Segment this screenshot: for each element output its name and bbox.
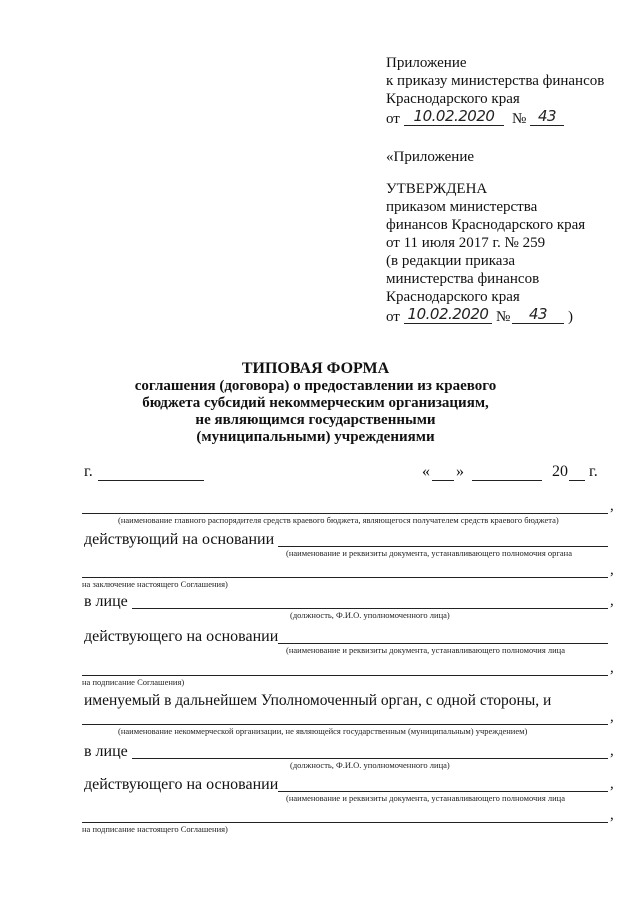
acting-basis-caption-1b: на заключение настоящего Соглашения) (82, 579, 228, 589)
approval-line-2: финансов Краснодарского края (386, 217, 586, 233)
approval-line-6: Краснодарского края (386, 289, 520, 305)
approval-date: 10.02.2020 (404, 305, 492, 324)
approval-ot: от (386, 309, 400, 325)
comma-7: , (610, 776, 614, 792)
appendix-number: 43 (530, 107, 564, 126)
acting-basis-field-3[interactable] (278, 791, 608, 792)
comma-5: , (610, 709, 614, 725)
appendix-label: Приложение (386, 55, 467, 71)
comma-8: , (610, 807, 614, 823)
month-field[interactable] (472, 480, 542, 481)
approved-label: УТВЕРЖДЕНА (386, 181, 488, 197)
acting-basis-field-1[interactable] (278, 546, 608, 547)
year-prefix: 20 (552, 463, 568, 480)
day-field[interactable] (432, 480, 454, 481)
year-suffix: г. (589, 463, 598, 480)
acting-basis-caption-2b: на подписание Соглашения) (82, 677, 185, 687)
form-subtitle-1: соглашения (договора) о предоставлении из краевого (134, 378, 497, 394)
authority-name-field[interactable] (82, 513, 608, 514)
city-prefix: г. (84, 463, 93, 480)
comma-2: , (610, 562, 614, 578)
acting-basis-caption-2: (наименование и реквизиты документа, устанавливающего полномочия лица (286, 645, 565, 655)
acting-basis-field-1b[interactable] (82, 577, 608, 578)
form-subtitle-4: (муниципальными) учреждениями (196, 429, 435, 445)
in-person-field-2[interactable] (132, 758, 608, 759)
in-person-label-2: в лице (84, 743, 128, 760)
acting-basis-caption-1: (наименование и реквизиты документа, устанавливающего полномочия органа (286, 548, 572, 558)
appendix-ot: от (386, 111, 400, 127)
acting-basis-field-2b[interactable] (82, 675, 608, 676)
acting-basis-field-3b[interactable] (82, 822, 608, 823)
appendix-date: 10.02.2020 (404, 107, 504, 126)
appendix-order-line: к приказу министерства финансов (386, 73, 605, 89)
comma-1: , (610, 498, 614, 514)
form-subtitle-3: не являющимся государственными (195, 412, 436, 428)
approval-quote-line: «Приложение (386, 149, 475, 165)
in-person-field-1[interactable] (132, 608, 608, 609)
approval-line-5: министерства финансов (386, 271, 540, 287)
form-subtitle-2: бюджета субсидий некоммерческим организациям, (142, 395, 489, 411)
appendix-num-sign: № (512, 111, 527, 127)
acting-basis-caption-3: (наименование и реквизиты документа, устанавливающего полномочия лица (286, 793, 565, 803)
acting-basis-label-1: действующий на основании (84, 531, 275, 548)
acting-basis-caption-3b: на подписание настоящего Соглашения) (82, 824, 228, 834)
acting-basis-label-2: действующего на основании (84, 628, 279, 645)
approval-line-4: (в редакции приказа (386, 253, 516, 269)
comma-3: , (610, 593, 614, 609)
in-person-caption-2: (должность, Ф.И.О. уполномоченного лица) (290, 760, 450, 770)
approval-num-sign: № (496, 309, 511, 325)
day-quote-open: « (422, 463, 430, 480)
city-field[interactable] (98, 480, 204, 481)
in-person-label-1: в лице (84, 593, 128, 610)
authority-name-caption: (наименование главного распорядителя средств краевого бюджета, являющегося получателем средств краевого бюджета) (118, 515, 559, 525)
year-field[interactable] (569, 480, 585, 481)
approval-line-3: от 11 июля 2017 г. № 259 (386, 235, 546, 251)
form-title: ТИПОВАЯ ФОРМА (241, 360, 390, 377)
approval-number: 43 (512, 305, 564, 324)
day-quote-close: » (456, 463, 464, 480)
organization-name-caption: (наименование некоммерческой организации, не являющейся государственным (муниципальным) учреждением) (118, 726, 528, 736)
appendix-region-line: Краснодарского края (386, 91, 520, 107)
acting-basis-label-3: действующего на основании (84, 776, 279, 793)
approval-close-paren: ) (568, 309, 573, 325)
approval-line-1: приказом министерства (386, 199, 538, 215)
comma-6: , (610, 743, 614, 759)
named-authority-text: именуемый в дальнейшем Уполномоченный орган, с одной стороны, и (84, 692, 552, 709)
comma-4: , (610, 660, 614, 676)
acting-basis-field-2[interactable] (278, 643, 608, 644)
organization-name-field[interactable] (82, 724, 608, 725)
in-person-caption-1: (должность, Ф.И.О. уполномоченного лица) (290, 610, 450, 620)
